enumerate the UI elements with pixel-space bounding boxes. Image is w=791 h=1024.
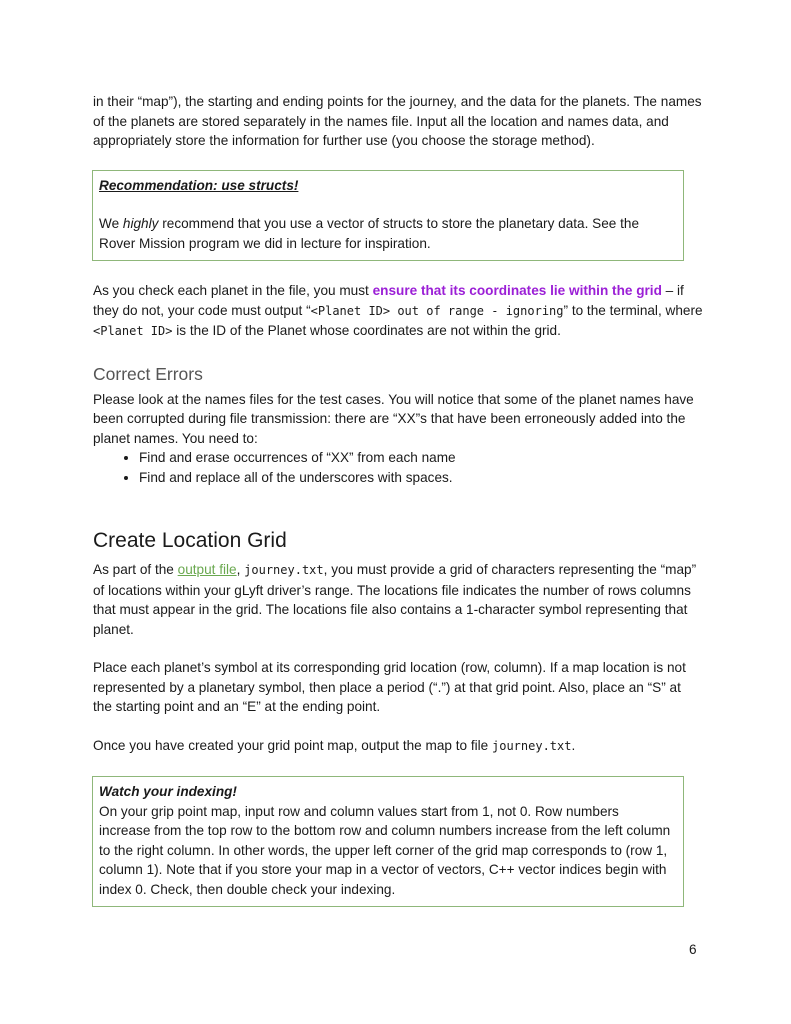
p3-post: . bbox=[571, 737, 576, 753]
list-item: • Find and erase occurrences of “XX” from each name bbox=[139, 448, 703, 468]
check-coordinates-paragraph bbox=[93, 281, 703, 342]
check-mid2: ” to the terminal, where bbox=[563, 302, 703, 318]
p1-post: , you must provide a grid of characters representing the “map” of locations within your gLyft driver’s range. The locations file indicates the number of rows columns that must appear in the grid. The locations file also contains a 1-character symbol representing that planet. bbox=[93, 562, 697, 637]
p3-pre: Once you have created your grid point map, output the map to file bbox=[93, 737, 492, 753]
place-symbol-paragraph: Place each planet’s symbol at its corresponding grid location (row, column). If a map location is not represented by a planetary symbol, then place a period (“.”) at that grid point. Also, place an “S” at the starting point and an “E” at the ending point. bbox=[93, 660, 686, 714]
location-grid-heading: Create Location Grid bbox=[93, 529, 287, 552]
p1-pre: As part of the bbox=[93, 562, 178, 577]
recommendation-emphasis: highly bbox=[122, 216, 159, 231]
journey-file-code: journey.txt bbox=[244, 563, 324, 577]
output-file-paragraph bbox=[93, 560, 703, 639]
document-page bbox=[93, 92, 703, 907]
recommendation-title: Recommendation: use structs! bbox=[99, 177, 299, 193]
p1-mid: , bbox=[236, 562, 245, 577]
planet-id-code: <Planet ID> bbox=[93, 324, 173, 338]
intro-paragraph: in their “map”), the starting and ending points for the journey, and the data for the planets. The names of the planets are stored separately in the names file. Input all the location and names data, and appropriately store the information for further use (you choose the storage method). bbox=[93, 94, 702, 148]
output-map-paragraph bbox=[93, 736, 703, 757]
indexing-box bbox=[92, 776, 684, 907]
indexing-body: On your grip point map, input row and column values start from 1, not 0. Row numbers increase from the top row to the bottom row and column numbers increase from the left column to the right column. In other words, the upper left corner of the grid map corresponds to (row 1, column 1). Note that if you store your map in a vector of vectors, C++ vector indices begin with index 0. Check, then double check your indexing. bbox=[99, 803, 671, 897]
journey-file-code-2: journey.txt bbox=[492, 738, 572, 753]
recommendation-body-post: recommend that you use a vector of structs to store the planetary data. See the Rover Mission program we did in lecture for inspiration. bbox=[99, 216, 640, 251]
out-of-range-code: <Planet ID> out of range - ignoring bbox=[310, 303, 564, 318]
recommendation-body bbox=[99, 214, 673, 253]
list-item: • Find and replace all of the underscores with spaces. bbox=[139, 468, 703, 488]
recommendation-body-pre: We bbox=[99, 216, 123, 231]
check-mid1: – if they do not, your code must output “ bbox=[93, 283, 684, 318]
output-file-link[interactable]: output file bbox=[177, 562, 237, 577]
indexing-title: Watch your indexing! bbox=[99, 784, 237, 799]
page-number: 6 bbox=[689, 942, 697, 957]
check-pre: As you check each planet in the file, you must bbox=[93, 283, 373, 298]
correct-errors-heading: Correct Errors bbox=[93, 363, 203, 384]
coordinates-highlight: ensure that its coordinates lie within the grid bbox=[372, 283, 662, 298]
check-post: is the ID of the Planet whose coordinates are not within the grid. bbox=[172, 323, 561, 338]
recommendation-box bbox=[92, 170, 684, 262]
correct-errors-list bbox=[93, 448, 703, 487]
correct-errors-paragraph: Please look at the names files for the test cases. You will notice that some of the planet names have been corrupted during file transmission: there are “XX”s that have been erroneously added into the planet names. You need to: bbox=[93, 391, 694, 446]
